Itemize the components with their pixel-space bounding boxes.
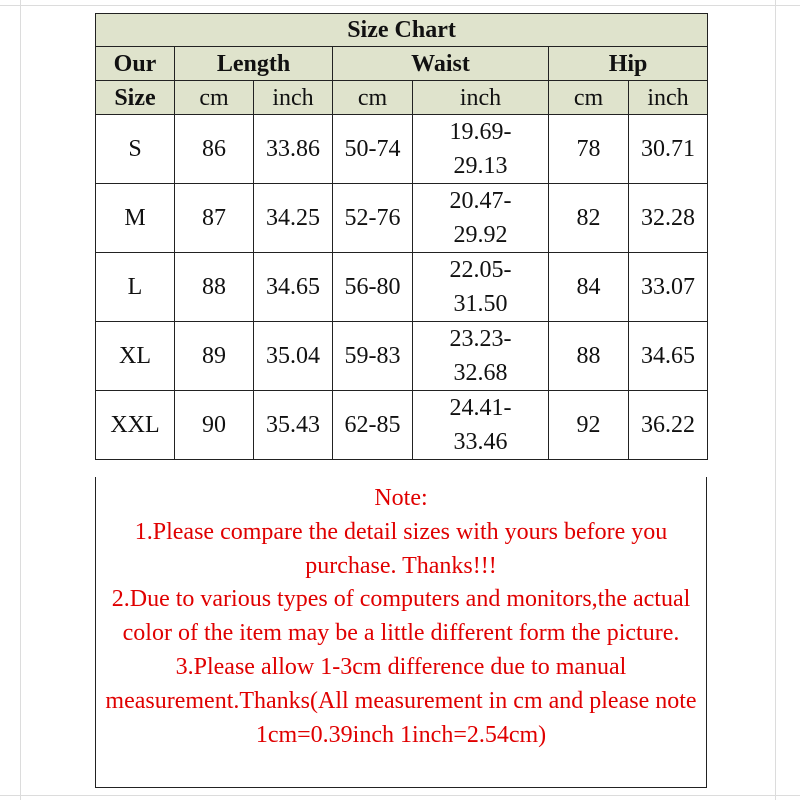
waist-inch-cell [413, 253, 549, 322]
size-cell: XXL [96, 391, 175, 460]
grid-line [775, 0, 776, 800]
waist-cm-cell: 62-85 [333, 391, 413, 460]
hip-inch-cell: 36.22 [629, 391, 708, 460]
size-header-top: Our [96, 47, 175, 81]
waist-inch-line1: 24.41- [449, 395, 512, 421]
size-header-bottom: Size [96, 81, 175, 115]
size-cell: S [96, 115, 175, 184]
length-cm-cell: 89 [175, 322, 254, 391]
waist-inch-line2: 29.13 [453, 153, 508, 179]
length-cm-cell: 87 [175, 184, 254, 253]
length-inch-cell: 34.25 [254, 184, 333, 253]
hip-cm-cell: 92 [549, 391, 629, 460]
waist-inch-cell [413, 184, 549, 253]
length-cm-cell: 88 [175, 253, 254, 322]
hip-header: Hip [549, 47, 708, 81]
table-row [96, 322, 708, 391]
note-2: 2.Due to various types of computers and monitors,the actual color of the item may be a little different form the picture. [111, 586, 691, 647]
unit-header: inch [413, 81, 549, 115]
waist-inch-line2: 29.92 [453, 222, 508, 248]
size-cell: L [96, 253, 175, 322]
note-1: 1.Please compare the detail sizes with yours before you purchase. Thanks!!! [134, 518, 668, 579]
size-chart [95, 13, 707, 460]
unit-header: inch [254, 81, 333, 115]
hip-cm-cell: 82 [549, 184, 629, 253]
waist-inch-cell [413, 322, 549, 391]
size-cell: M [96, 184, 175, 253]
length-inch-cell: 34.65 [254, 253, 333, 322]
notes-box [95, 477, 707, 788]
grid-line [0, 5, 800, 6]
unit-header: cm [175, 81, 254, 115]
note-3: 3.Please allow 1-3cm difference due to manual measurement.Thanks(All measurement in cm and please note 1cm=0.39inch 1inch=2.54cm) [105, 653, 697, 748]
hip-cm-cell: 84 [549, 253, 629, 322]
hip-cm-cell: 78 [549, 115, 629, 184]
waist-inch-line2: 31.50 [453, 291, 508, 317]
waist-inch-line2: 32.68 [453, 360, 508, 386]
hip-inch-cell: 33.07 [629, 253, 708, 322]
size-cell: XL [96, 322, 175, 391]
table-row [96, 115, 708, 184]
unit-header: cm [549, 81, 629, 115]
length-inch-cell: 35.43 [254, 391, 333, 460]
length-cm-cell: 86 [175, 115, 254, 184]
waist-cm-cell: 50-74 [333, 115, 413, 184]
table-row [96, 184, 708, 253]
chart-title: Size Chart [96, 14, 708, 47]
waist-inch-cell [413, 391, 549, 460]
waist-inch-line2: 33.46 [453, 429, 508, 455]
hip-inch-cell: 32.28 [629, 184, 708, 253]
note-heading: Note: [374, 485, 428, 511]
length-inch-cell: 33.86 [254, 115, 333, 184]
table-row [96, 391, 708, 460]
waist-inch-line1: 19.69- [449, 119, 512, 145]
waist-cm-cell: 56-80 [333, 253, 413, 322]
size-table [95, 13, 708, 460]
waist-header: Waist [333, 47, 549, 81]
grid-line [20, 0, 21, 800]
waist-cm-cell: 52-76 [333, 184, 413, 253]
waist-inch-line1: 22.05- [449, 257, 512, 283]
hip-inch-cell: 34.65 [629, 322, 708, 391]
grid-line [0, 795, 800, 796]
length-cm-cell: 90 [175, 391, 254, 460]
unit-header: cm [333, 81, 413, 115]
notes-text [102, 477, 700, 752]
waist-inch-cell [413, 115, 549, 184]
waist-inch-line1: 23.23- [449, 326, 512, 352]
waist-inch-line1: 20.47- [449, 188, 512, 214]
unit-header: inch [629, 81, 708, 115]
table-row [96, 253, 708, 322]
length-inch-cell: 35.04 [254, 322, 333, 391]
hip-inch-cell: 30.71 [629, 115, 708, 184]
length-header: Length [175, 47, 333, 81]
waist-cm-cell: 59-83 [333, 322, 413, 391]
hip-cm-cell: 88 [549, 322, 629, 391]
